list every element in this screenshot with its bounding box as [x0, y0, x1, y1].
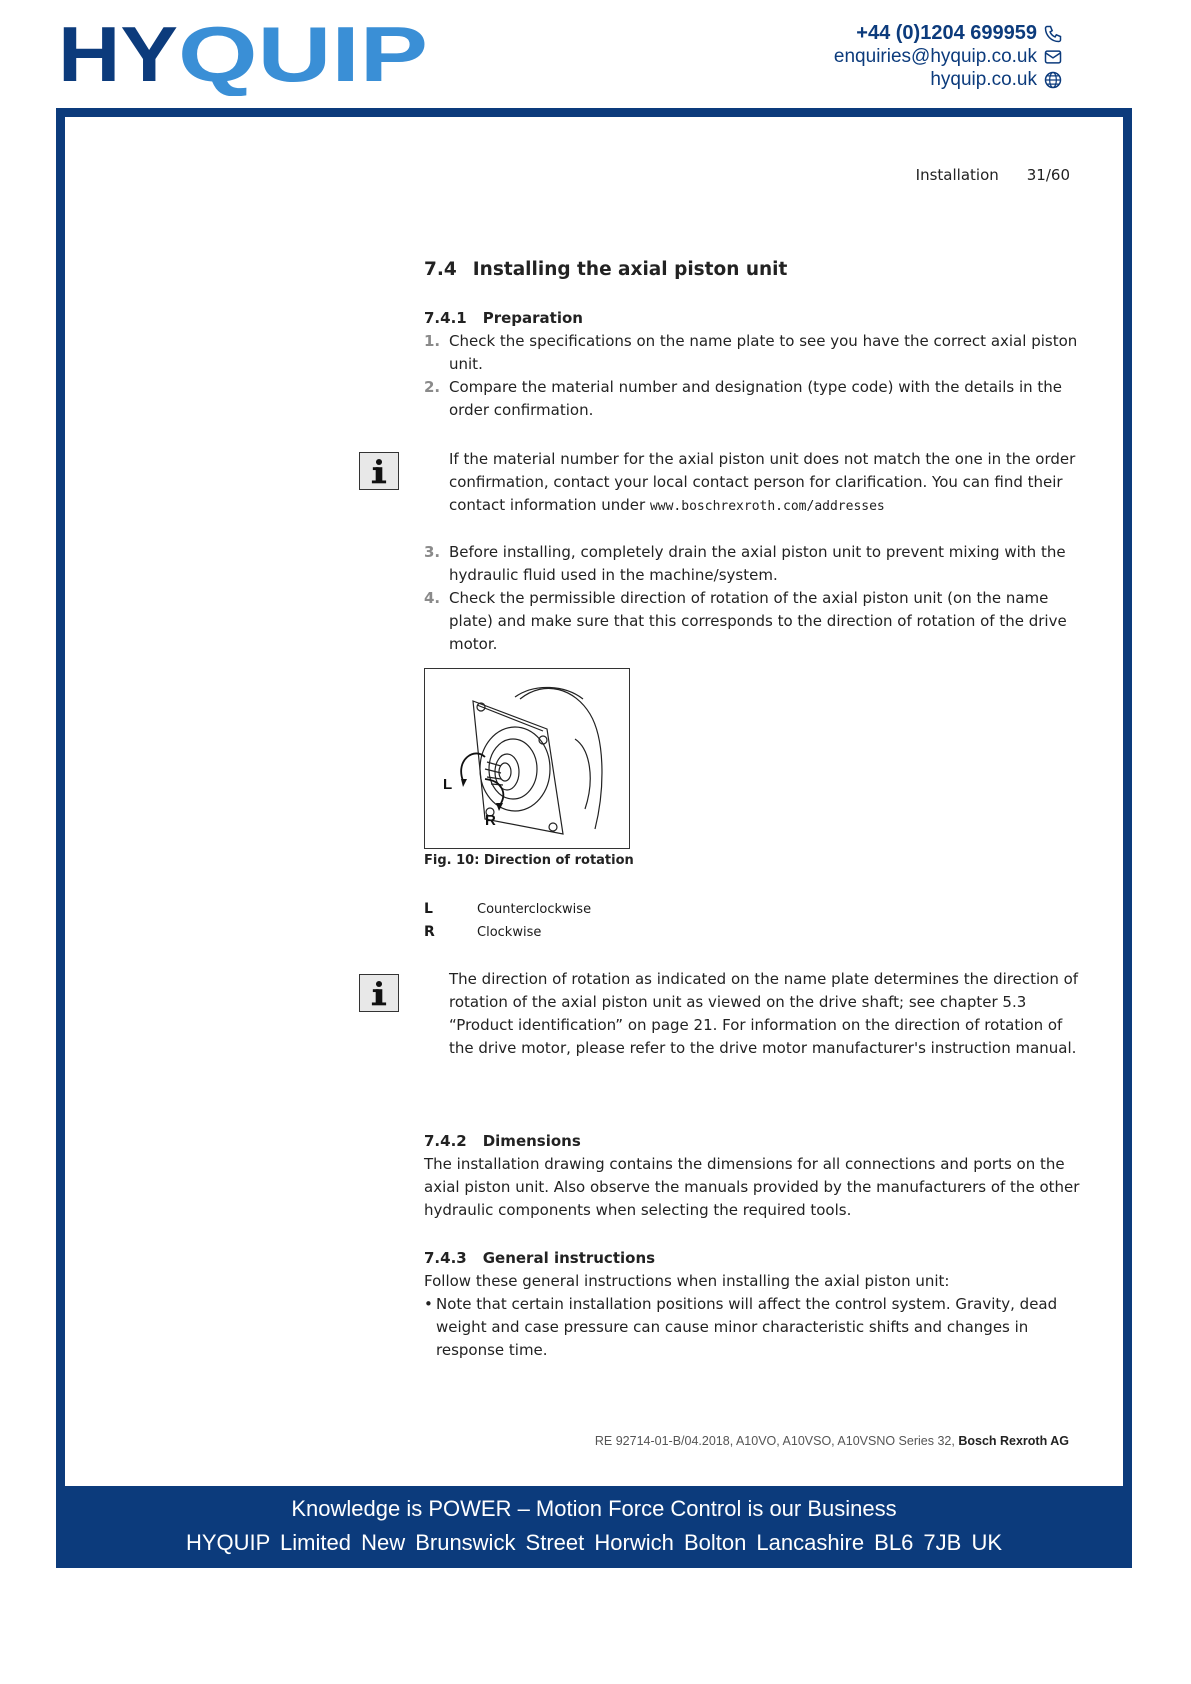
info-icon [359, 452, 399, 490]
preparation-title: Preparation [482, 309, 583, 327]
phone-number[interactable]: +44 (0)1204 699959 [856, 22, 1037, 44]
footer-address: HYQUIP Limited New Brunswick Street Horwich Bolton Lancashire BL6 7JB UK [185, 1530, 1003, 1555]
addresses-link[interactable]: www.boschrexroth.com/addresses [649, 499, 885, 514]
figure-legend [424, 898, 591, 944]
note-text: If the material number for the axial piston unit does not match the one in the order confirmation, contact your local contact person for clarification. You can find their contact information under [449, 450, 1076, 514]
section-number: 7.4 [424, 259, 457, 280]
dimensions-title: Dimensions [482, 1132, 581, 1150]
preparation-heading [424, 307, 1084, 330]
footer-band [56, 1486, 1132, 1568]
note-material-number [449, 448, 1084, 518]
info-icon [359, 974, 399, 1012]
dimensions-number: 7.4.2 [424, 1132, 467, 1150]
bullet-item: • Note that certain installation positions will affect the control system. Gravity, dead weight and case pressure can cause minor characteristic shifts and changes in response time. [424, 1293, 1084, 1362]
legend-key: L [424, 901, 433, 917]
step-item [424, 587, 1084, 656]
steps-list-b [424, 541, 1084, 656]
section-title-text: Installing the axial piston unit [472, 259, 788, 280]
legend-key: R [424, 924, 435, 940]
doc-reference: RE 92714-01-B/04.2018, A10VO, A10VSO, A10VSNO Series 32, [594, 1434, 955, 1448]
footer-tagline: Knowledge is POWER – Motion Force Control is our Business [291, 1496, 897, 1521]
phone-icon [1043, 24, 1063, 44]
svg-text:HY: HY [58, 18, 178, 96]
email-row[interactable] [834, 45, 1063, 68]
website-link[interactable]: hyquip.co.uk [930, 69, 1037, 90]
general-title: General instructions [482, 1249, 656, 1267]
general-intro: Follow these general instructions when installing the axial piston unit: [424, 1272, 950, 1290]
svg-text:QUIP: QUIP [178, 18, 428, 96]
mail-icon [1043, 47, 1063, 67]
step-text: Check the specifications on the name plate to see you have the correct axial piston unit. [449, 332, 1078, 373]
note-direction: The direction of rotation as indicated on the name plate determines the direction of rotation of the axial piston unit as viewed on the drive shaft; see chapter 5.3 “Product identification” on page 21. For information on the direction of rotation of the drive motor, please refer to the drive motor manufacturer's instruction manual. [449, 970, 1079, 1057]
step-item [424, 376, 1084, 422]
email-address[interactable]: enquiries@hyquip.co.uk [833, 46, 1037, 67]
general-heading [424, 1247, 1084, 1270]
legend-item [424, 898, 591, 921]
website-row[interactable] [834, 68, 1063, 91]
globe-icon [1043, 70, 1063, 90]
figure-caption: Fig. 10: Direction of rotation [424, 853, 634, 868]
step-item [424, 541, 1084, 587]
pump-drawing [425, 669, 629, 848]
legend-value: Clockwise [477, 925, 542, 940]
preparation-number: 7.4.1 [424, 309, 467, 327]
page-number: 31/60 [1026, 166, 1070, 184]
dimensions-text: The installation drawing contains the dimensions for all connections and ports on the axial piston unit. Also observe the manuals provided by the manufacturers of the other hydraulic components when selecting the required tools. [424, 1155, 1080, 1219]
hyquip-logo [58, 18, 438, 96]
running-header [916, 166, 1070, 184]
header-section: Installation [915, 166, 999, 184]
figure-label-l: L [443, 776, 453, 793]
figure-label-r: R [485, 812, 496, 829]
step-number: 1. [424, 332, 441, 350]
general-number: 7.4.3 [424, 1249, 467, 1267]
step-text: Before installing, completely drain the axial piston unit to prevent mixing with the hydraulic fluid used in the machine/system. [449, 543, 1066, 584]
phone-row[interactable] [834, 22, 1063, 45]
step-item [424, 330, 1084, 376]
steps-list-a [424, 330, 1084, 422]
section-title [424, 258, 1084, 281]
step-number: 4. [424, 589, 441, 607]
contact-block [834, 22, 1063, 91]
rotation-figure [424, 668, 630, 849]
legend-item [424, 921, 591, 944]
dimensions-heading [424, 1130, 1084, 1153]
step-number: 3. [424, 543, 441, 561]
general-bullets [424, 1293, 1084, 1362]
document-footer [595, 1434, 1069, 1448]
step-text: Check the permissible direction of rotation of the axial piston unit (on the name plate) and make sure that this corresponds to the direction of rotation of the drive motor. [449, 589, 1067, 653]
step-number: 2. [424, 378, 441, 396]
doc-company: Bosch Rexroth AG [958, 1434, 1069, 1448]
step-text: Compare the material number and designation (type code) with the details in the order confirmation. [449, 378, 1063, 419]
legend-value: Counterclockwise [477, 902, 592, 917]
